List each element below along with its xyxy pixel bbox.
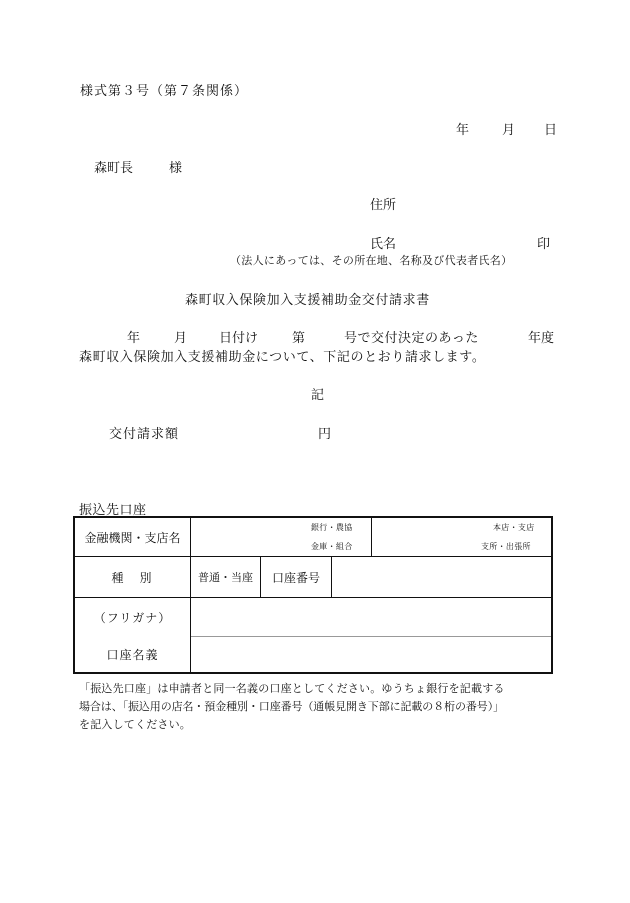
applicant-note: （法人にあっては、その所在地、名称及び代表者氏名）: [230, 254, 513, 267]
body-line2: 森町収入保険加入支援補助金について、下記のとおり請求します。: [79, 350, 486, 365]
footnote-line: 「振込先口座」は申請者と同一名義の口座としてください。ゆうちょ銀行を記載する: [79, 682, 505, 695]
account-type-label: 種 別: [111, 570, 154, 585]
date-day: 日: [544, 123, 558, 138]
form-number: 様式第３号（第７条関係）: [80, 84, 249, 99]
furigana-label: （フリガナ）: [93, 610, 172, 625]
account-holder-label: 口座名義: [106, 648, 159, 662]
name-label: 氏名: [370, 237, 397, 252]
bank-types-bottom: 金庫・組合: [311, 542, 353, 551]
bank-name-field[interactable]: [191, 518, 371, 556]
bank-account-table: [73, 516, 553, 674]
amount-unit: 円: [318, 427, 332, 442]
branch-types-top: 本店・支店: [493, 523, 535, 532]
institution-label: 金融機関・支店名: [84, 530, 181, 545]
body-month: 月: [174, 331, 188, 346]
furigana-field[interactable]: [191, 598, 551, 636]
footnote-line: を記入してください。: [79, 718, 191, 731]
body-number-prefix: 第: [292, 331, 306, 346]
account-number-field[interactable]: [332, 557, 551, 597]
document-title: 森町収入保険加入支援補助金交付請求書: [185, 293, 430, 308]
body-decision-text: 号で交付決定のあった: [344, 331, 479, 346]
account-type-options: 普通・当座: [198, 571, 253, 584]
ki-mark: 記: [311, 388, 325, 403]
body-date-suffix: 日付け: [219, 331, 259, 346]
bank-types-top: 銀行・農協: [311, 523, 353, 532]
addressee-name: 森町長: [94, 161, 134, 176]
seal-mark: 印: [537, 237, 551, 252]
account-number-label: 口座番号: [271, 570, 320, 585]
branch-name-field[interactable]: [372, 518, 551, 556]
bank-section-title: 振込先口座: [79, 503, 147, 518]
date-month: 月: [502, 123, 516, 138]
account-holder-field[interactable]: [191, 637, 551, 672]
addressee-honorific: 様: [169, 161, 183, 176]
date-year: 年: [456, 123, 470, 138]
amount-label: 交付請求額: [109, 427, 180, 442]
branch-types-bottom: 支所・出張所: [481, 542, 531, 551]
footnote-line: 場合は、「振込用の店名・預金種別・口座番号（通帳見開き下部に記載の８桁の番号）」: [79, 700, 504, 713]
body-fiscal-year: 年度: [528, 331, 555, 346]
address-label: 住所: [370, 198, 397, 213]
body-year: 年: [127, 331, 141, 346]
